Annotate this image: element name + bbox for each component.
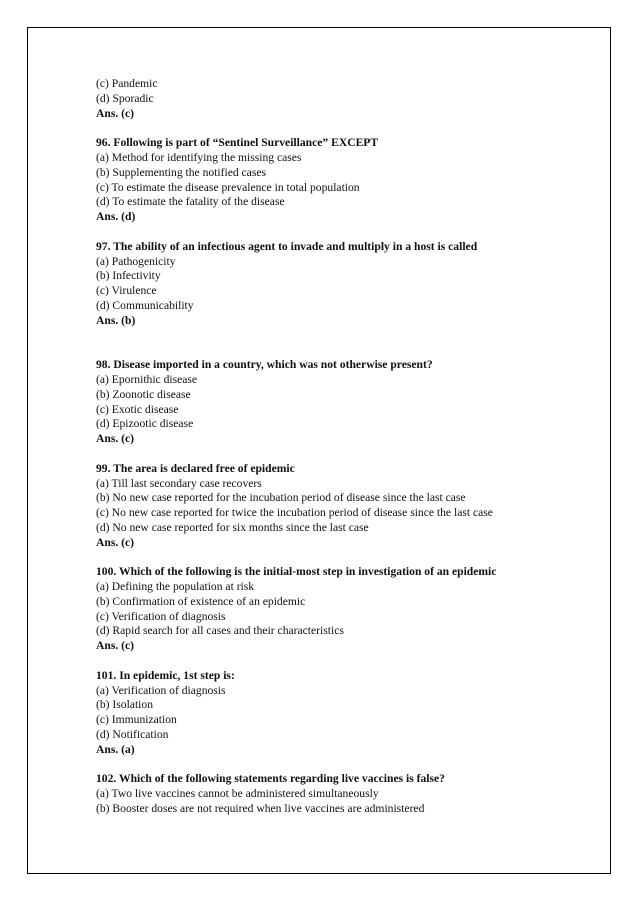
option-c: (c) Virulence [96, 284, 157, 298]
option-c: (c) No new case reported for twice the incubation period of disease since the last case [96, 506, 493, 520]
option-b: (b) Confirmation of existence of an epidemic [96, 594, 306, 608]
question-block-100 [96, 565, 586, 654]
question-block-98 [96, 358, 586, 447]
option-a: (a) Two live vaccines cannot be administered simultaneously [96, 787, 379, 801]
option-a: (a) Method for identifying the missing cases [96, 150, 302, 164]
option-d: (d) Epizootic disease [96, 417, 194, 431]
question-text: 100. Which of the following is the initial-most step in investigation of an epidemic [96, 565, 497, 579]
option-a: (a) Pathogenicity [96, 254, 176, 268]
answer: Ans. (c) [96, 106, 134, 120]
document-content [96, 77, 586, 832]
option-d: (d) To estimate the fatality of the disease [96, 195, 285, 209]
option-d: (d) Rapid search for all cases and their characteristics [96, 624, 344, 638]
option-d: (d) Communicability [96, 298, 194, 312]
answer: Ans. (c) [96, 639, 134, 653]
question-block-96 [96, 136, 586, 225]
option-c: (c) Pandemic [96, 77, 158, 90]
option-b: (b) Zoonotic disease [96, 387, 191, 401]
answer: Ans. (c) [96, 432, 134, 446]
option-c: (c) Exotic disease [96, 402, 179, 416]
question-text: 98. Disease imported in a country, which was not otherwise present? [96, 358, 433, 372]
option-b: (b) No new case reported for the incubation period of disease since the last case [96, 491, 466, 505]
option-d: (d) Sporadic [96, 91, 154, 105]
option-d: (d) Notification [96, 728, 169, 742]
question-text: 96. Following is part of “Sentinel Surveillance” EXCEPT [96, 136, 379, 150]
question-text: 99. The area is declared free of epidemic [96, 461, 295, 475]
option-a: (a) Defining the population at risk [96, 580, 255, 594]
question-block-continued [96, 77, 586, 121]
question-block-97 [96, 240, 586, 329]
option-a: (a) Verification of diagnosis [96, 683, 226, 697]
question-text: 97. The ability of an infectious agent to invade and multiply in a host is called [96, 239, 478, 253]
question-text: 101. In epidemic, 1st step is: [96, 668, 235, 682]
option-a: (a) Epornithic disease [96, 372, 198, 386]
answer: Ans. (b) [96, 313, 136, 327]
option-c: (c) Immunization [96, 713, 177, 727]
option-d: (d) No new case reported for six months since the last case [96, 520, 369, 534]
option-a: (a) Till last secondary case recovers [96, 476, 262, 490]
option-b: (b) Booster doses are not required when live vaccines are administered [96, 802, 425, 816]
question-text: 102. Which of the following statements regarding live vaccines is false? [96, 772, 445, 786]
question-block-99 [96, 462, 586, 551]
answer: Ans. (d) [96, 210, 136, 224]
answer: Ans. (c) [96, 535, 134, 549]
option-b: (b) Infectivity [96, 269, 161, 283]
question-block-102 [96, 772, 586, 816]
question-block-101 [96, 669, 586, 758]
option-b: (b) Supplementing the notified cases [96, 165, 267, 179]
option-b: (b) Isolation [96, 698, 153, 712]
option-c: (c) To estimate the disease prevalence in total population [96, 180, 360, 194]
option-c: (c) Verification of diagnosis [96, 609, 226, 623]
answer: Ans. (a) [96, 742, 135, 756]
